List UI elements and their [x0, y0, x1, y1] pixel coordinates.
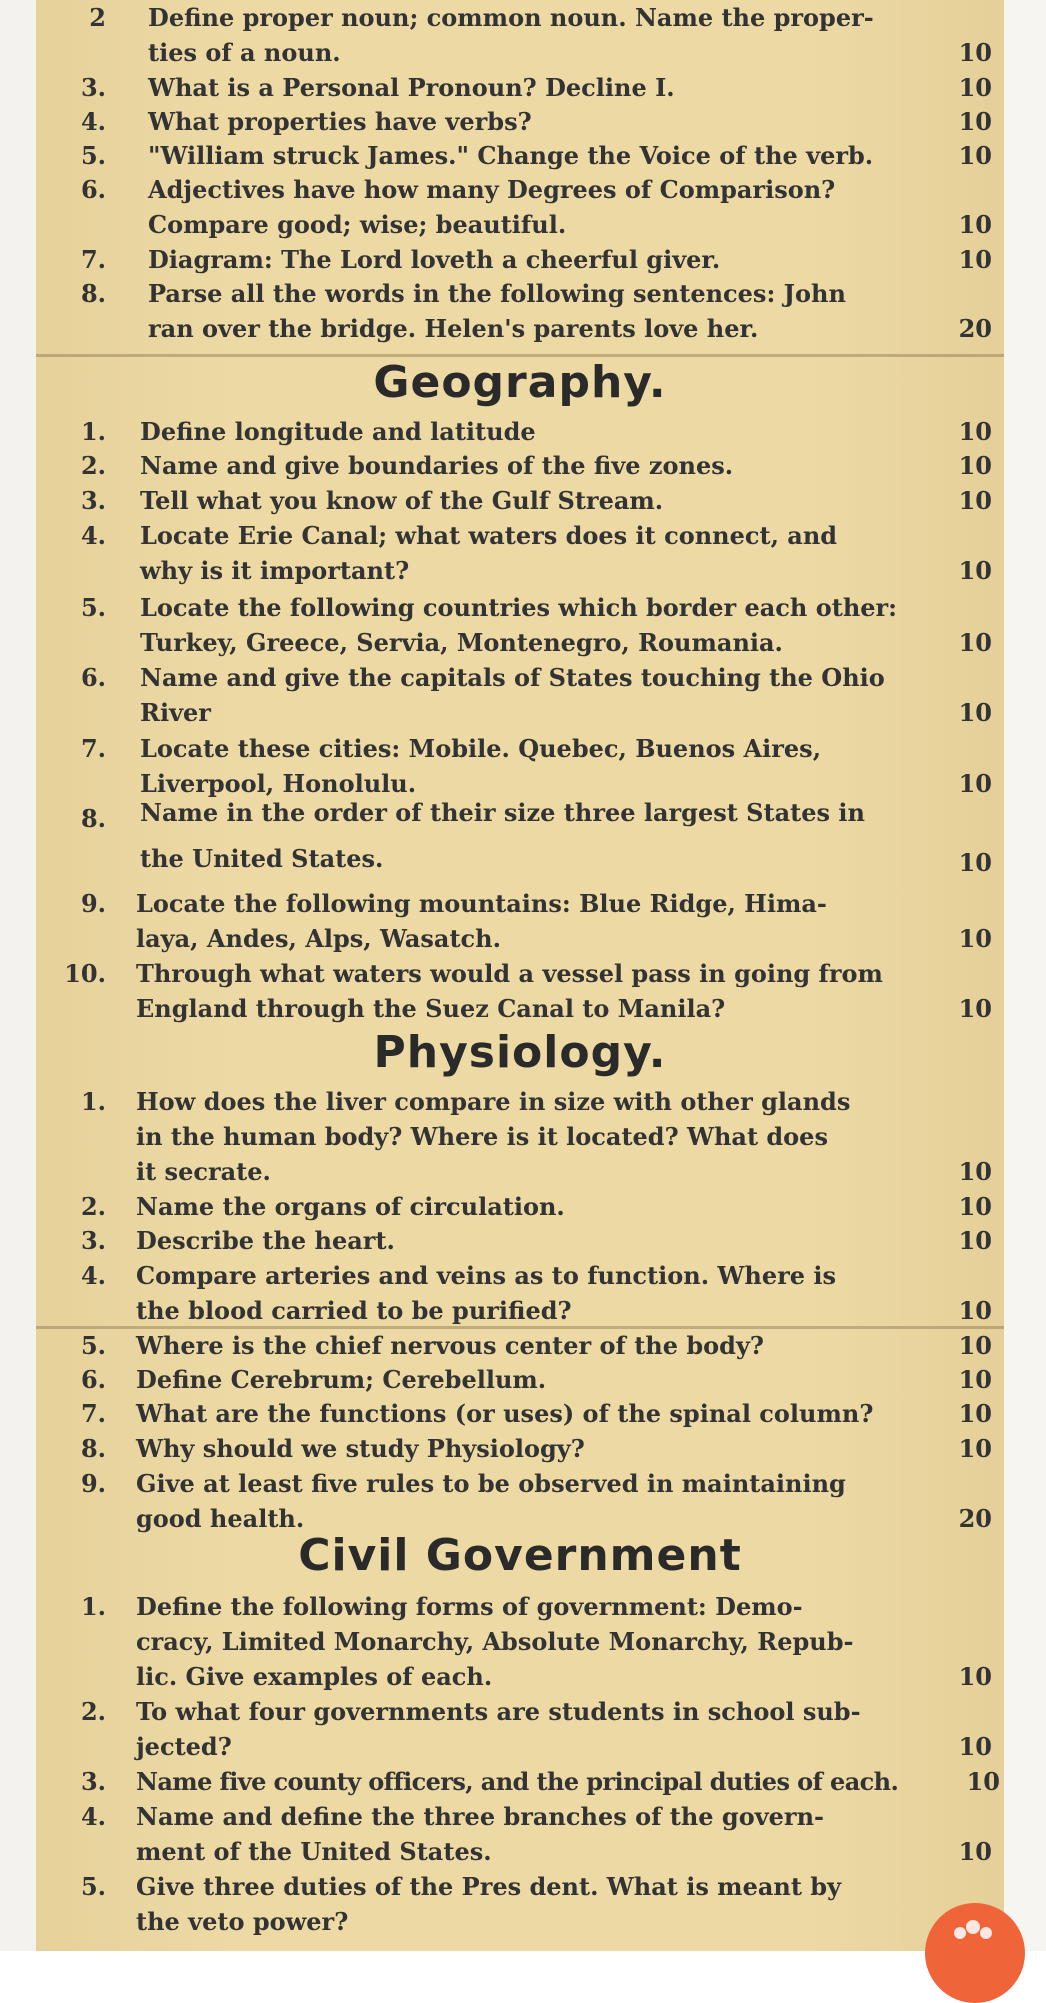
- question-text: Define Cerebrum; Cerebellum.: [136, 1365, 547, 1394]
- question-points: 10: [958, 141, 992, 170]
- question-points: 10: [958, 245, 992, 274]
- question-text: Locate the following mountains: Blue Ridge, Hima- laya, Andes, Alps, Wasatch.: [136, 889, 827, 953]
- question-points: 10: [958, 698, 992, 727]
- question-text: Parse all the words in the following sentences: John ran over the bridge. Helen's parents love her.: [148, 279, 846, 343]
- question-text: Compare arteries and veins as to function. Where is the blood carried to be purified?: [136, 1261, 836, 1325]
- question-text: To what four governments are students in school sub- jected?: [136, 1697, 861, 1761]
- question-points: 10: [958, 1365, 992, 1394]
- question-points: 10: [958, 38, 992, 67]
- question-number: 4.: [80, 1802, 106, 1831]
- question-number: 4.: [80, 521, 106, 550]
- question-points: 10: [958, 556, 992, 585]
- question-number: 5.: [80, 1872, 106, 1901]
- question-text: Define proper noun; common noun. Name the proper- ties of a noun.: [148, 3, 874, 67]
- question-points: 10: [958, 210, 992, 239]
- question-text: Locate Erie Canal; what waters does it connect, and why is it important?: [140, 521, 838, 585]
- question-text: Locate the following countries which border each other: Turkey, Greece, Servia, Montenegro, Roumania.: [140, 593, 898, 657]
- question-text: What properties have verbs?: [148, 107, 532, 136]
- question-number: 6.: [80, 663, 106, 692]
- question-number: 2.: [80, 1192, 106, 1221]
- question-text: Adjectives have how many Degrees of Comparison? Compare good; wise; beautiful.: [148, 175, 836, 239]
- question-points: 10: [958, 1226, 992, 1255]
- question-points: 10: [958, 1192, 992, 1221]
- question-number: 3.: [80, 1226, 106, 1255]
- question-number: 2.: [80, 451, 106, 480]
- question-points: 10: [958, 486, 992, 515]
- question-number: 6.: [80, 1365, 106, 1394]
- question-points: 10: [958, 1399, 992, 1428]
- question-points: 10: [958, 769, 992, 798]
- question-text: Give at least five rules to be observed in maintaining good health.: [136, 1469, 846, 1533]
- question-text: "William struck James." Change the Voice of the verb.: [148, 141, 874, 170]
- question-points: 10: [958, 628, 992, 657]
- section-title-civil-government: Civil Government: [298, 1530, 742, 1581]
- question-number: 1.: [80, 1087, 106, 1116]
- question-number: 3.: [80, 1767, 106, 1796]
- page-margin-right: [1004, 0, 1046, 1951]
- question-number: 3.: [80, 486, 106, 515]
- question-text: Name in the order of their size three largest States in the United States.: [140, 798, 865, 873]
- question-number: 5.: [80, 1331, 106, 1360]
- question-number: 5.: [80, 141, 106, 170]
- question-number: 1.: [80, 417, 106, 446]
- question-points: 10: [958, 1296, 992, 1325]
- question-number: 6.: [80, 175, 106, 204]
- question-number: 9.: [80, 889, 106, 918]
- question-points: 10: [958, 1434, 992, 1463]
- question-number: 7.: [80, 734, 106, 763]
- question-text: Describe the heart.: [136, 1226, 395, 1255]
- question-points: 20: [958, 1504, 992, 1533]
- question-points: 10: [958, 107, 992, 136]
- question-number: 8.: [80, 1434, 106, 1463]
- question-text: Locate these cities: Mobile. Quebec, Buenos Aires, Liverpool, Honolulu.: [140, 734, 822, 798]
- question-number: 4.: [80, 107, 106, 136]
- section-title-geography: Geography.: [373, 357, 667, 408]
- question-text: Name and give the capitals of States touching the Ohio River: [140, 663, 885, 727]
- question-points: 10: [958, 924, 992, 953]
- question-number: 2: [89, 3, 106, 32]
- question-number: 2.: [80, 1697, 106, 1726]
- question-points: 10: [958, 417, 992, 446]
- question-number: 8.: [80, 279, 106, 308]
- page-margin-left: [0, 0, 36, 1951]
- question-number: 3.: [80, 73, 106, 102]
- question-number: 9.: [80, 1469, 106, 1498]
- question-text: Why should we study Physiology?: [136, 1434, 585, 1463]
- question-text: Tell what you know of the Gulf Stream.: [140, 486, 664, 515]
- question-number: 7.: [80, 1399, 106, 1428]
- question-points: 10: [958, 1331, 992, 1360]
- question-text: Define the following forms of government: Demo- cracy, Limited Monarchy, Absolute Monarchy, Repub- lic. Give examples of each.: [136, 1592, 854, 1691]
- question-text: How does the liver compare in size with other glands in the human body? Where is it located? What does it secrate.: [136, 1087, 851, 1186]
- question-points: 10: [966, 1767, 1000, 1796]
- question-text: What are the functions (or uses) of the spinal column?: [136, 1399, 874, 1428]
- question-number: 1.: [80, 1592, 106, 1621]
- question-text: Name and give boundaries of the five zones.: [140, 451, 734, 480]
- question-points: 10: [958, 1837, 992, 1866]
- question-number: 8.: [80, 804, 106, 833]
- question-points: 20: [958, 314, 992, 343]
- section-title-physiology: Physiology.: [373, 1027, 667, 1078]
- question-number: 4.: [80, 1261, 106, 1290]
- question-points: 10: [958, 1732, 992, 1761]
- question-points: 10: [958, 451, 992, 480]
- question-text: Diagram: The Lord loveth a cheerful giver.: [148, 245, 721, 274]
- question-points: 10: [958, 848, 992, 877]
- question-points: 10: [958, 1157, 992, 1186]
- question-text: What is a Personal Pronoun? Decline I.: [148, 73, 675, 102]
- question-text: Through what waters would a vessel pass in going from England through the Suez Canal to Manila?: [136, 959, 883, 1023]
- question-points: 10: [958, 73, 992, 102]
- question-text: Where is the chief nervous center of the body?: [136, 1331, 764, 1360]
- question-text: Name the organs of circulation.: [136, 1192, 565, 1221]
- question-number: 7.: [80, 245, 106, 274]
- question-points: 10: [958, 1662, 992, 1691]
- question-text: Give three duties of the Pres dent. What is meant by the veto power?: [136, 1872, 842, 1936]
- question-number: 10.: [64, 959, 106, 988]
- question-text: Name and define the three branches of the govern- ment of the United States.: [136, 1802, 824, 1866]
- question-text: Name five county officers, and the principal duties of each.: [136, 1767, 899, 1796]
- chat-bubble-icon: [948, 1915, 998, 1945]
- question-number: 5.: [80, 593, 106, 622]
- question-points: 10: [958, 994, 992, 1023]
- exam-paper: [36, 0, 1004, 1951]
- question-text: Define longitude and latitude: [140, 417, 536, 446]
